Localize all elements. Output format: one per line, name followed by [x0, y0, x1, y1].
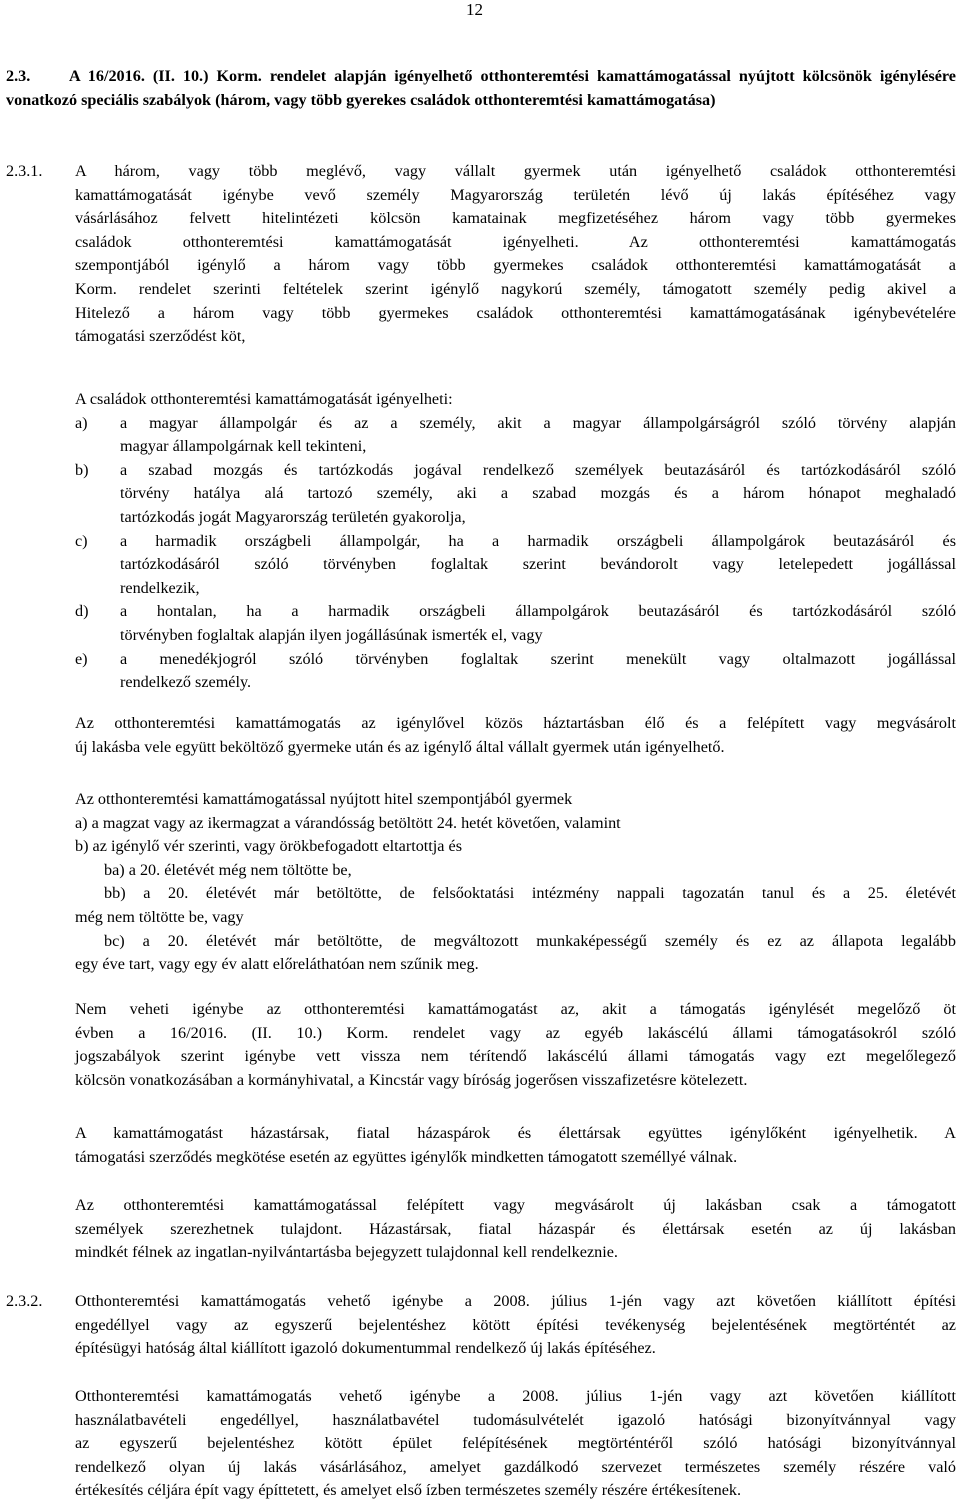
section-heading-2-3: [6, 65, 956, 112]
text-line: évben a 16/2016. (II. 10.) Korm. rendelet vagy az egyéb lakáscélú állami támogatásokról szóló: [75, 1023, 956, 1042]
text-line: rendelkezik,: [120, 578, 200, 597]
text-line: építésügyi hatóság által kiállított igazoló dokumentummal rendelkező új lakás építéséhez.: [75, 1339, 656, 1358]
list-item: [75, 530, 956, 601]
text-line: használatbavételi engedéllyel, használatbavétel tudomásulvételét igazoló hatósági bizonyítvánnyal vagy: [75, 1410, 956, 1429]
text-line: támogatási szerződés megkötése esetén az együttes igénylők mindketten támogatott személlyé válnak.: [75, 1147, 738, 1166]
text-line: Otthonteremtési kamattámogatás vehető igénybe a 2008. július 1-jén vagy azt követően kiállított építési: [75, 1292, 956, 1310]
text-line: az egyszerű bejelentéshez kötött épület felépítésének megtörténtéről szóló hatósági bizonyítvánnyal: [75, 1434, 956, 1453]
text-line: mindkét félnek az ingatlan-nyilvántartásba bejegyzett tulajdonnal kell rendelkeznie.: [75, 1243, 618, 1262]
text-line: a hontalan, ha a harmadik országbeli állampolgárok beutazásáról és tartózkodásáról szóló: [120, 602, 956, 621]
text-line: A három, vagy több meglévő, vagy vállalt gyermek után igényelhető családok otthonteremtési: [75, 162, 956, 180]
text-line: Az otthonteremtési kamattámogatással felépített vagy megvásárolt új lakásban csak a támogatott: [75, 1196, 956, 1214]
text-line: Az otthonteremtési kamattámogatással nyújtott hitel szempontjából gyermek: [75, 790, 573, 808]
text-line: családok otthonteremtési kamattámogatását igényelheti. Az otthonteremtési kamattámogatás: [75, 232, 956, 251]
text-line: új lakásba vele együtt beköltöző gyermeke után és az igénylő által vállalt gyermek után igényelhető.: [75, 737, 725, 756]
text-line: bc) a 20. életévét már betöltötte, de megváltozott munkaképességű személy és ez az állapota legalább: [104, 931, 956, 950]
text-line: Hitelező a három vagy több gyermekes családok otthonteremtési kamattámogatásának igénybevételére: [75, 303, 956, 322]
text-line: a harmadik országbeli állampolgár, ha a harmadik országbeli állampolgárok beutazásáról és: [120, 531, 956, 550]
spouses-paragraph: [6, 1122, 956, 1169]
text-line: Otthonteremtési kamattámogatás vehető igénybe a 2008. július 1-jén vagy azt követően kiállított: [75, 1387, 956, 1405]
text-line: személyek szerezhetnek tulajdont. Házastársak, fiatal házaspár és élettársak esetén az új lakásban: [75, 1219, 956, 1238]
text-line: rendelkező olyan új lakás vásárlásához, amelyet gazdálkodó szervezet természetes személy részére való: [75, 1457, 956, 1476]
text-line: bb) a 20. életévét már betöltötte, de felsőoktatási intézmény nappali tagozatán tanul és a 25. életévét: [104, 884, 956, 903]
list-label: a): [75, 413, 88, 432]
text-line: szempontjából igénylő a három vagy több gyermekes családok otthonteremtési kamattámogatását a: [75, 256, 956, 275]
text-line: ba) a 20. életévét még nem töltötte be,: [104, 860, 352, 879]
page-number: 12: [466, 0, 483, 19]
text-line: jogszabályok szerint igénybe vett vissza nem térítendő lakáscélú állami támogatás vagy ezt megelőlegező: [75, 1047, 956, 1066]
text-line: b) az igénylő vér szerinti, vagy örökbefogadott eltartottja és: [75, 837, 463, 856]
text-line: A kamattámogatást házastársak, fiatal házaspárok és élettársak együttes igénylőként igényelhetik. A: [75, 1124, 956, 1142]
text-line: tartózkodásáról szóló törvényben foglaltak szerint bevándorolt vagy letelepedett jogállással: [120, 555, 956, 574]
text-line: kölcsön vonatkozásában a kormányhivatal, a Kincstár vagy bíróság jogerősen visszafizetésre kötelezett.: [75, 1070, 748, 1089]
text-line: magyar állampolgárnak kell tekinteni,: [120, 437, 367, 456]
text-line: támogatási szerződést köt,: [75, 327, 246, 346]
text-line: tartózkodás jogát Magyarország területén gyakorolja,: [120, 507, 466, 526]
child-definition: [6, 788, 956, 977]
list-label: c): [75, 531, 88, 550]
list-label: b): [75, 460, 89, 479]
text-line: még nem töltötte be, vagy: [75, 907, 244, 926]
text-line: vásárlásához felvett hitelintézeti kölcsön kamatainak megfizetéséhez három vagy több gyermekes: [75, 209, 956, 228]
section-2-3-1-paragraph: [75, 160, 956, 349]
list-item: [75, 600, 956, 647]
text-line: a magyar állampolgár és az a személy, akit a magyar állampolgárságról szóló törvény alapján: [120, 413, 956, 432]
ownership-paragraph: [6, 1194, 956, 1265]
list-item: [75, 412, 956, 459]
text-line: a) a magzat vagy az ikermagzat a várandósság betöltött 24. hetét követően, valamint: [75, 813, 621, 832]
text-line: Korm. rendelet szerinti feltételek szerint igénylő nagykorú személy, támogatott személy pedig akivel a: [75, 279, 956, 298]
heading-number: 2.3.: [6, 67, 31, 85]
list-item: [75, 459, 956, 530]
eligibility-list: [6, 388, 956, 695]
text-line: rendelkező személy.: [120, 673, 252, 692]
list-label: e): [75, 649, 88, 668]
heading-text: A 16/2016. (II. 10.) Korm. rendelet alapján igényelhető otthonteremtési kamattámogatással nyújtott kölcsönök igénylésére vonatkozó speciális szabályok (három, vagy több gyerekes családok otthonteremtési kamattámogatása): [6, 67, 956, 109]
text-line: törvény hatálya alá tartozó személy, aki a szabad mozgás és a három hónapot meghaladó: [120, 484, 956, 503]
text-line: Nem veheti igénybe az otthonteremtési kamattámogatást az, akit a támogatás igénylését megelőző öt: [75, 1000, 956, 1018]
text-line: egy éve tart, vagy egy év alatt előreláthatóan nem szűnik meg.: [75, 955, 479, 974]
eligibility-intro: A családok otthonteremtési kamattámogatását igényelheti:: [75, 390, 453, 408]
text-line: a szabad mozgás és tartózkodás jogával rendelkező személyek beutazásáról és tartózkodásáról szóló: [120, 460, 956, 479]
text-line: Az otthonteremtési kamattámogatás az igénylővel közös háztartásban élő és a felépített vagy megvásárolt: [75, 714, 956, 732]
section-2-3-2-paragraph-2: [6, 1385, 956, 1503]
exclusion-paragraph: [6, 998, 956, 1092]
text-line: engedéllyel vagy az egyszerű bejelentéshez kötött építési tevékenység bejelentésének megtörténtét az: [75, 1315, 956, 1334]
household-paragraph: [6, 712, 956, 759]
text-line: kamattámogatását igénybe vevő személy Magyarország területén lévő új lakás építéséhez vagy: [75, 185, 956, 204]
text-line: a menedékjogról szóló törvényben foglaltak szerint menekült vagy oltalmazott jogállással: [120, 649, 956, 668]
list-item: [75, 648, 956, 695]
section-number: 2.3.1.: [6, 162, 43, 180]
section-2-3-2: [6, 1290, 956, 1361]
section-2-3-1: [6, 160, 956, 349]
section-number: 2.3.2.: [6, 1292, 43, 1310]
list-label: d): [75, 602, 89, 621]
text-line: törvényben foglaltak alapján ilyen jogállásúnak ismerték el, vagy: [120, 625, 543, 644]
text-line: értékesítés céljára épít vagy építtetett, és amelyet első ízben természetes személy részére értékesítenek.: [75, 1481, 742, 1500]
